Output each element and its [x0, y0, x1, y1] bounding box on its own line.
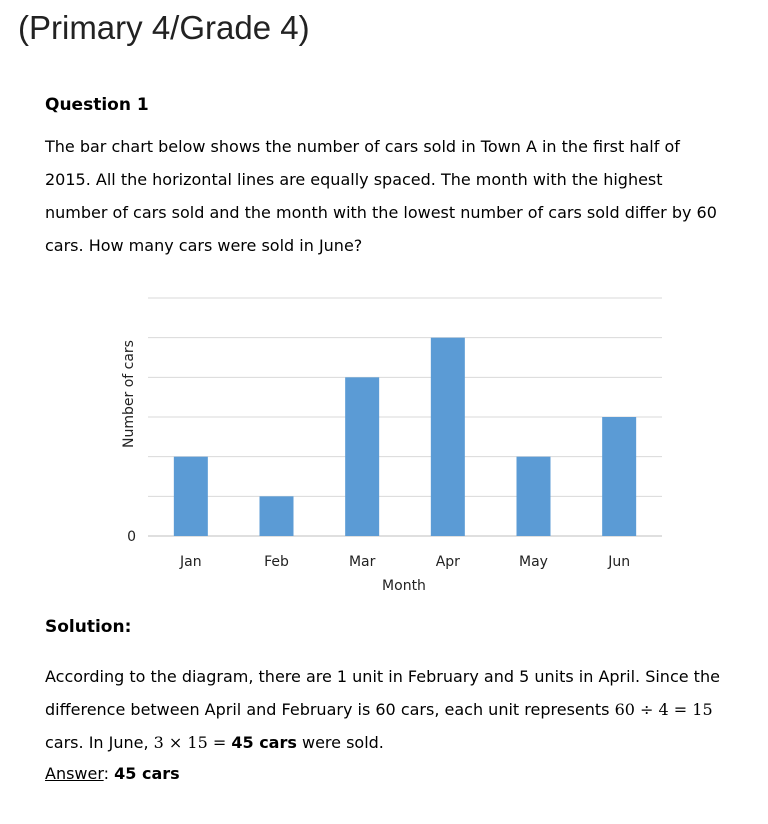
- solution-line: According to the diagram, there are 1 unit in February and 5 units in April. Since the: [45, 667, 720, 686]
- answer-value: 45 cars: [114, 764, 180, 783]
- solution-math: 3 × 15 =: [153, 733, 232, 752]
- x-tick-label: Apr: [435, 554, 460, 570]
- solution-text-segment: cars. In June,: [45, 733, 154, 752]
- bar-may: [517, 457, 551, 536]
- grade-heading: (Primary 4/Grade 4): [18, 9, 310, 46]
- question-title: Question 1: [45, 95, 149, 115]
- solution-bold-result: 45 cars: [231, 733, 297, 752]
- solution-line: [45, 726, 745, 759]
- y-tick-label: 0: [127, 529, 136, 545]
- x-tick-label: Mar: [348, 554, 376, 570]
- solution-title: Solution:: [45, 617, 132, 637]
- x-tick-label: Jun: [608, 554, 631, 570]
- x-tick-label: Jan: [180, 554, 202, 570]
- question-line: 2015. All the horizontal lines are equally spaced. The month with the highest: [45, 170, 663, 189]
- y-axis-label: Number of cars: [121, 340, 137, 448]
- x-axis-label: Month: [382, 578, 426, 594]
- bar-mar: [345, 377, 379, 536]
- x-tick-label: Feb: [264, 554, 289, 570]
- bar-chart: [100, 280, 680, 610]
- bar-apr: [431, 338, 465, 536]
- bar-jun: [602, 417, 636, 536]
- answer-separator: :: [103, 764, 115, 783]
- answer-label: Answer: [45, 764, 104, 783]
- question-line: The bar chart below shows the number of cars sold in Town A in the first half of: [45, 137, 680, 156]
- answer-line: [45, 762, 180, 786]
- solution-text: [45, 660, 745, 759]
- x-tick-label: May: [519, 554, 548, 570]
- solution-text-segment: were sold.: [296, 733, 384, 752]
- solution-text-segment: difference between April and February is 60 cars, each unit represents: [45, 700, 615, 719]
- question-text: [45, 130, 735, 262]
- question-line: number of cars sold and the month with the lowest number of cars sold differ by 60: [45, 203, 717, 222]
- bar-jan: [174, 457, 208, 536]
- solution-math: 60 ÷ 4 = 15: [614, 700, 713, 719]
- bar-feb: [260, 496, 294, 536]
- bar-chart-svg: [100, 280, 680, 610]
- question-line: cars. How many cars were sold in June?: [45, 236, 363, 255]
- solution-line: [45, 693, 745, 726]
